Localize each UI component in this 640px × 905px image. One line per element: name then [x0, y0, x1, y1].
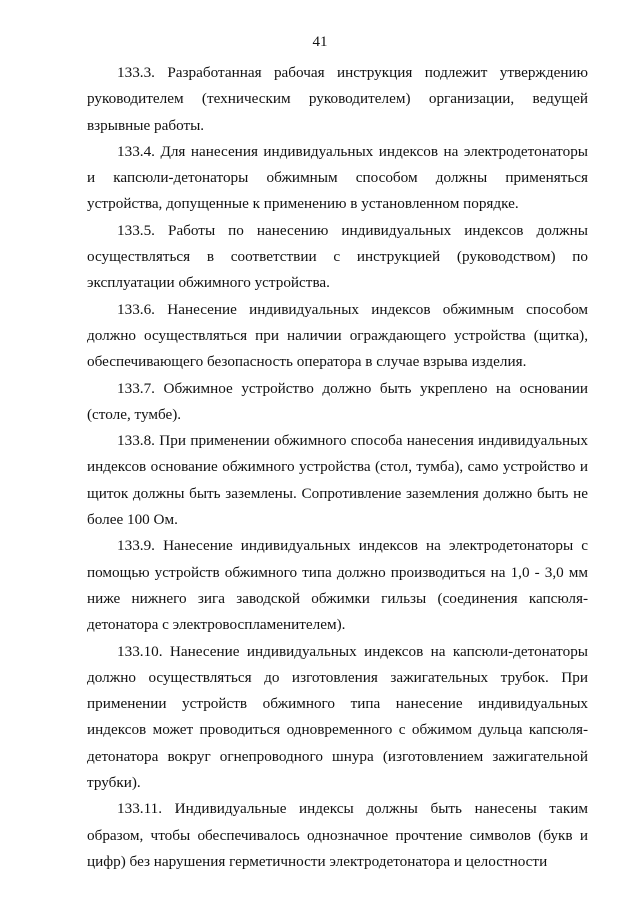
paragraph-133-11: 133.11. Индивидуальные индексы должны быть нанесены таким образом, чтобы обеспечивалось однозначное прочтение символов (букв и цифр) без нарушения герметичности электродетонатора и целостности	[87, 800, 588, 870]
paragraph-133-10: 133.10. Нанесение индивидуальных индексов на капсюли-детонаторы должно осуществляться до изготовления зажигательных трубок. При применении устройств обжимного типа нанесение индивидуальных индексов может проводиться одновременного с обжимом дульца капсюля-детонатора вокруг огнепроводного шнура (изготовлением зажигательной трубки).	[87, 642, 588, 792]
paragraph-133-8: 133.8. При применении обжимного способа нанесения индивидуальных индексов основание обжимного устройства (стол, тумба), само устройство и щиток должны быть заземлены. Сопротивление заземления должно быть не более 100 Ом.	[87, 432, 588, 529]
page-number: 41	[312, 34, 328, 50]
paragraph-133-4: 133.4. Для нанесения индивидуальных индексов на электродетонаторы и капсюли-детонаторы обжимным способом должны применяться устройства, допущенные к применению в установленном порядке.	[87, 142, 588, 213]
paragraph-133-7: 133.7. Обжимное устройство должно быть укреплено на основании (столе, тумбе).	[87, 379, 588, 423]
paragraph-133-3: 133.3. Разработанная рабочая инструкция подлежит утверждению руководителем (техническим руководителем) организации, ведущей взрывные работы.	[87, 64, 588, 134]
paragraph-133-9: 133.9. Нанесение индивидуальных индексов на электродетонаторы с помощью устройств обжимного типа должно производиться на 1,0 - 3,0 мм ниже нижнего зига заводской обжимки гильзы (соединения капсюля-детонатора с электровоспламенителем).	[87, 537, 588, 634]
paragraph-133-6: 133.6. Нанесение индивидуальных индексов обжимным способом должно осуществляться при наличии ограждающего устройства (щитка), обеспечивающего безопасность оператора в случае взрыва изделия.	[87, 300, 588, 371]
document-body	[87, 60, 588, 875]
paragraph-133-5: 133.5. Работы по нанесению индивидуальных индексов должны осуществляться в соответствии с инструкцией (руководством) по эксплуатации обжимного устройства.	[87, 221, 588, 292]
